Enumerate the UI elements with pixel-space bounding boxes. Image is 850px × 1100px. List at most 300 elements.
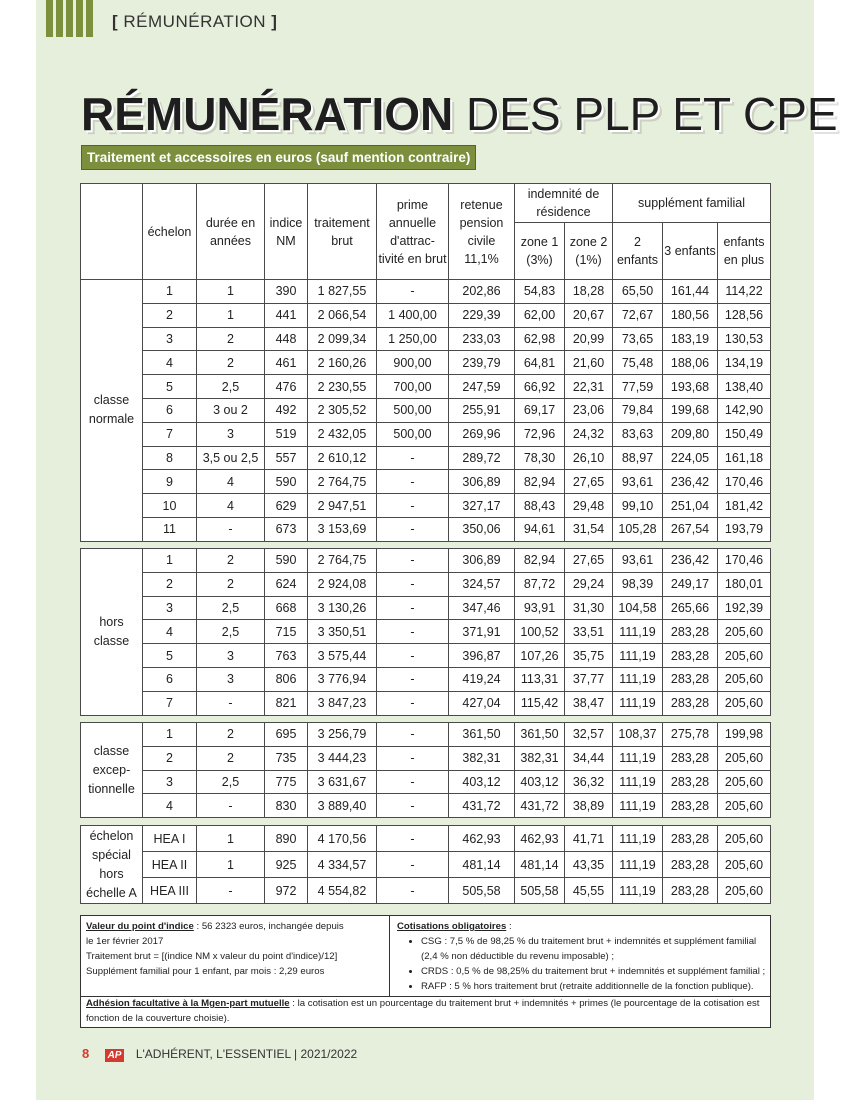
table-row (81, 351, 771, 375)
cell-traitement: 3 350,51 (308, 620, 377, 644)
cell-enf2: 111,19 (613, 770, 663, 794)
cell-enf3: 283,28 (663, 770, 718, 794)
cell-zone2: 27,65 (565, 549, 613, 573)
cell-enf2: 111,19 (613, 794, 663, 818)
cell-retenue: 427,04 (449, 691, 515, 715)
cell-echelon: 1 (143, 280, 197, 304)
cell-duree: 2 (197, 327, 265, 351)
cell-echelon: 4 (143, 351, 197, 375)
cell-traitement: 2 764,75 (308, 549, 377, 573)
cell-zone1: 82,94 (515, 470, 565, 494)
cell-duree: 2 (197, 549, 265, 573)
table-row (81, 770, 771, 794)
cell-duree: 2 (197, 351, 265, 375)
cell-enf2: 105,28 (613, 517, 663, 541)
cell-duree: 2 (197, 572, 265, 596)
cell-echelon: HEA I (143, 826, 197, 852)
cell-enf3: 209,80 (663, 422, 718, 446)
cell-echelon: 9 (143, 470, 197, 494)
cell-enf2: 83,63 (613, 422, 663, 446)
table-row (81, 446, 771, 470)
cell-traitement: 2 924,08 (308, 572, 377, 596)
cell-indice: 925 (265, 852, 308, 878)
cell-prime: - (377, 446, 449, 470)
cell-zone1: 113,31 (515, 667, 565, 691)
cell-echelon: 1 (143, 723, 197, 747)
cell-enf3: 283,28 (663, 826, 718, 852)
table-row (81, 620, 771, 644)
cell-duree: 3 (197, 422, 265, 446)
cell-echelon: 6 (143, 398, 197, 422)
cell-duree: 3,5 ou 2,5 (197, 446, 265, 470)
col-header-echelon: échelon (143, 184, 197, 280)
cell-indice: 461 (265, 351, 308, 375)
cell-zone2: 26,10 (565, 446, 613, 470)
table-row (81, 327, 771, 351)
cell-indice: 492 (265, 398, 308, 422)
cell-enfplus: 205,60 (718, 826, 771, 852)
cell-traitement: 2 066,54 (308, 303, 377, 327)
cell-indice: 624 (265, 572, 308, 596)
cell-traitement: 3 256,79 (308, 723, 377, 747)
table-row (81, 852, 771, 878)
cell-indice: 695 (265, 723, 308, 747)
cell-retenue: 327,17 (449, 494, 515, 518)
cell-indice: 668 (265, 596, 308, 620)
cell-enf3: 251,04 (663, 494, 718, 518)
cell-enfplus: 170,46 (718, 549, 771, 573)
cell-zone1: 505,58 (515, 878, 565, 904)
cell-zone2: 20,99 (565, 327, 613, 351)
cell-retenue: 462,93 (449, 826, 515, 852)
cell-zone2: 29,24 (565, 572, 613, 596)
cotisations-title: Cotisations obligatoires (397, 921, 507, 932)
cell-traitement: 3 575,44 (308, 644, 377, 668)
cell-prime: - (377, 470, 449, 494)
cell-prime: 1 400,00 (377, 303, 449, 327)
csg-item: • CSG : 7,5 % de 98,25 % du traitement brut + indemnités et supplément familial (2,4 % non déductible du revenu imposable) ; (421, 934, 767, 964)
cell-zone2: 43,35 (565, 852, 613, 878)
cell-enf2: 75,48 (613, 351, 663, 375)
footer-text: L'ADHÉRENT, L'ESSENTIEL | 2021/2022 (135, 1047, 358, 1061)
cell-enf2: 111,19 (613, 620, 663, 644)
notes-box (80, 915, 771, 1028)
table-row (81, 644, 771, 668)
table-row (81, 517, 771, 541)
cell-echelon: 4 (143, 620, 197, 644)
cell-indice: 715 (265, 620, 308, 644)
cell-prime: - (377, 826, 449, 852)
point-date: le 1er février 2017 (86, 936, 164, 947)
cell-indice: 557 (265, 446, 308, 470)
cell-enfplus: 199,98 (718, 723, 771, 747)
cell-indice: 821 (265, 691, 308, 715)
cell-prime: - (377, 723, 449, 747)
cell-enf3: 267,54 (663, 517, 718, 541)
cell-echelon: 5 (143, 375, 197, 399)
cell-traitement: 4 554,82 (308, 878, 377, 904)
cell-indice: 441 (265, 303, 308, 327)
cell-traitement: 3 847,23 (308, 691, 377, 715)
cell-indice: 806 (265, 667, 308, 691)
cell-enf3: 283,28 (663, 852, 718, 878)
cell-echelon: 6 (143, 667, 197, 691)
cell-zone1: 62,00 (515, 303, 565, 327)
point-title: Valeur du point d'indice (86, 921, 194, 932)
cell-indice: 629 (265, 494, 308, 518)
point-text: : 56 2323 euros, inchangée depuis (193, 921, 344, 932)
cell-echelon: 1 (143, 549, 197, 573)
header-bars (46, 0, 93, 37)
cell-retenue: 403,12 (449, 770, 515, 794)
cell-prime: - (377, 852, 449, 878)
cell-retenue: 371,91 (449, 620, 515, 644)
cell-prime: - (377, 620, 449, 644)
table-row (81, 280, 771, 304)
cell-indice: 448 (265, 327, 308, 351)
cell-traitement: 3 153,69 (308, 517, 377, 541)
cell-enfplus: 205,60 (718, 620, 771, 644)
cell-indice: 590 (265, 549, 308, 573)
cell-retenue: 361,50 (449, 723, 515, 747)
cell-echelon: 2 (143, 303, 197, 327)
cell-enfplus: 181,42 (718, 494, 771, 518)
cell-zone1: 88,43 (515, 494, 565, 518)
table-row (81, 878, 771, 904)
cell-echelon: 7 (143, 422, 197, 446)
cell-prime: - (377, 517, 449, 541)
cell-indice: 519 (265, 422, 308, 446)
cell-enfplus: 114,22 (718, 280, 771, 304)
cell-enf2: 72,67 (613, 303, 663, 327)
salary-table-hors-classe (80, 548, 771, 716)
table-row (81, 494, 771, 518)
cell-enf3: 283,28 (663, 878, 718, 904)
cell-echelon: 11 (143, 517, 197, 541)
cell-retenue: 419,24 (449, 667, 515, 691)
cell-indice: 830 (265, 794, 308, 818)
cell-duree: 1 (197, 826, 265, 852)
cell-zone2: 38,47 (565, 691, 613, 715)
cell-enf3: 249,17 (663, 572, 718, 596)
cell-retenue: 306,89 (449, 549, 515, 573)
table-row (81, 794, 771, 818)
cell-zone1: 54,83 (515, 280, 565, 304)
cell-traitement: 3 776,94 (308, 667, 377, 691)
cell-traitement: 3 889,40 (308, 794, 377, 818)
table-row (81, 667, 771, 691)
cell-traitement: 3 444,23 (308, 746, 377, 770)
cell-zone2: 31,30 (565, 596, 613, 620)
cell-zone2: 41,71 (565, 826, 613, 852)
cell-zone2: 22,31 (565, 375, 613, 399)
cell-zone1: 82,94 (515, 549, 565, 573)
cell-prime: - (377, 549, 449, 573)
cell-traitement: 3 631,67 (308, 770, 377, 794)
cell-traitement: 2 764,75 (308, 470, 377, 494)
cell-zone1: 66,92 (515, 375, 565, 399)
cell-retenue: 396,87 (449, 644, 515, 668)
cell-duree: 4 (197, 494, 265, 518)
cell-indice: 890 (265, 826, 308, 852)
cell-enfplus: 150,49 (718, 422, 771, 446)
cell-prime: 900,00 (377, 351, 449, 375)
cell-enf3: 275,78 (663, 723, 718, 747)
cell-zone1: 72,96 (515, 422, 565, 446)
cell-enfplus: 205,60 (718, 770, 771, 794)
footer (82, 1046, 357, 1062)
cell-retenue: 255,91 (449, 398, 515, 422)
cell-enf2: 111,19 (613, 878, 663, 904)
notes-left (86, 919, 386, 979)
cell-duree: 2,5 (197, 770, 265, 794)
cell-enfplus: 134,19 (718, 351, 771, 375)
cell-zone2: 21,60 (565, 351, 613, 375)
col-header-traitement: traitement brut (308, 184, 377, 280)
cell-zone2: 23,06 (565, 398, 613, 422)
cell-prime: 1 250,00 (377, 327, 449, 351)
cell-enf2: 111,19 (613, 644, 663, 668)
cell-enf3: 188,06 (663, 351, 718, 375)
cell-enf2: 111,19 (613, 667, 663, 691)
table-row (81, 398, 771, 422)
cell-traitement: 4 334,57 (308, 852, 377, 878)
col-header-indice: indice NM (265, 184, 308, 280)
cell-traitement: 1 827,55 (308, 280, 377, 304)
cell-enf3: 283,28 (663, 644, 718, 668)
cell-enf2: 73,65 (613, 327, 663, 351)
cell-duree: - (197, 794, 265, 818)
cell-prime: 500,00 (377, 422, 449, 446)
cell-zone2: 18,28 (565, 280, 613, 304)
cell-zone1: 87,72 (515, 572, 565, 596)
cell-indice: 673 (265, 517, 308, 541)
cell-enf2: 93,61 (613, 470, 663, 494)
cell-duree: - (197, 878, 265, 904)
cell-enfplus: 138,40 (718, 375, 771, 399)
table-row (81, 723, 771, 747)
salary-table-classe-normale (80, 183, 771, 542)
cell-zone2: 29,48 (565, 494, 613, 518)
cell-prime: - (377, 572, 449, 596)
cotisations-list (397, 934, 767, 994)
cell-zone1: 69,17 (515, 398, 565, 422)
cell-zone1: 382,31 (515, 746, 565, 770)
table-row (81, 375, 771, 399)
cell-enfplus: 142,90 (718, 398, 771, 422)
cell-zone2: 34,44 (565, 746, 613, 770)
cell-traitement: 2 610,12 (308, 446, 377, 470)
cell-enf3: 161,44 (663, 280, 718, 304)
cell-echelon: 5 (143, 644, 197, 668)
cell-zone1: 403,12 (515, 770, 565, 794)
table-subtitle: Traitement et accessoires en euros (sauf mention contraire) (81, 145, 476, 170)
col-header-indemnite: indemnité de résidence (515, 184, 613, 223)
cell-echelon: 7 (143, 691, 197, 715)
group-label: classe excep- tionnelle (81, 723, 143, 818)
cell-enf2: 79,84 (613, 398, 663, 422)
table-row (81, 422, 771, 446)
cell-retenue: 505,58 (449, 878, 515, 904)
cell-duree: 3 (197, 667, 265, 691)
cell-zone1: 115,42 (515, 691, 565, 715)
notes-bottom (86, 996, 766, 1026)
table-row (81, 691, 771, 715)
cell-zone2: 45,55 (565, 878, 613, 904)
cell-enfplus: 130,53 (718, 327, 771, 351)
cell-enf2: 98,39 (613, 572, 663, 596)
traitement-formula: Traitement brut = [(indice NM x valeur du point d'indice)/12] (86, 951, 338, 962)
cell-duree: - (197, 517, 265, 541)
cell-enf2: 111,19 (613, 746, 663, 770)
cell-zone2: 27,65 (565, 470, 613, 494)
col-header-2-enfants: 2 enfants (613, 223, 663, 280)
cell-indice: 390 (265, 280, 308, 304)
cell-zone1: 93,91 (515, 596, 565, 620)
col-header-prime: prime annuelle d'attrac- tivité en brut (377, 184, 449, 280)
cell-retenue: 347,46 (449, 596, 515, 620)
cell-retenue: 431,72 (449, 794, 515, 818)
cell-retenue: 233,03 (449, 327, 515, 351)
cell-retenue: 306,89 (449, 470, 515, 494)
cell-duree: 2,5 (197, 596, 265, 620)
rafp-item: • RAFP : 5 % hors traitement brut (retraite additionnelle de la fonction publique). (421, 979, 767, 994)
cell-enf2: 111,19 (613, 852, 663, 878)
cell-traitement: 2 305,52 (308, 398, 377, 422)
section-tag: [ RÉMUNÉRATION ] (112, 12, 278, 31)
cell-prime: - (377, 280, 449, 304)
cell-indice: 590 (265, 470, 308, 494)
cell-enfplus: 205,60 (718, 746, 771, 770)
cell-zone1: 100,52 (515, 620, 565, 644)
cell-enf3: 283,28 (663, 691, 718, 715)
cell-echelon: HEA II (143, 852, 197, 878)
table-row (81, 826, 771, 852)
cell-traitement: 2 432,05 (308, 422, 377, 446)
col-header-3-enfants: 3 enfants (663, 223, 718, 280)
cell-zone1: 107,26 (515, 644, 565, 668)
cell-prime: - (377, 667, 449, 691)
cell-prime: - (377, 878, 449, 904)
cell-enfplus: 192,39 (718, 596, 771, 620)
cell-indice: 735 (265, 746, 308, 770)
cell-enf3: 283,28 (663, 794, 718, 818)
cell-zone2: 38,89 (565, 794, 613, 818)
cell-zone2: 20,67 (565, 303, 613, 327)
col-header-duree: durée en années (197, 184, 265, 280)
cell-echelon: 3 (143, 327, 197, 351)
cell-echelon: 2 (143, 746, 197, 770)
cell-retenue: 350,06 (449, 517, 515, 541)
cell-traitement: 4 170,56 (308, 826, 377, 852)
col-header-blank (81, 184, 143, 280)
cell-enf2: 99,10 (613, 494, 663, 518)
cell-traitement: 2 099,34 (308, 327, 377, 351)
cell-enf3: 283,28 (663, 746, 718, 770)
cell-echelon: 10 (143, 494, 197, 518)
cell-retenue: 382,31 (449, 746, 515, 770)
cell-enfplus: 128,56 (718, 303, 771, 327)
cell-zone1: 431,72 (515, 794, 565, 818)
cell-zone2: 37,77 (565, 667, 613, 691)
cell-zone2: 24,32 (565, 422, 613, 446)
table-row (81, 303, 771, 327)
cell-prime: - (377, 644, 449, 668)
cell-traitement: 2 160,26 (308, 351, 377, 375)
cell-duree: 2,5 (197, 620, 265, 644)
cell-zone2: 31,54 (565, 517, 613, 541)
cell-indice: 476 (265, 375, 308, 399)
page-title (81, 86, 838, 142)
notes-right (397, 919, 767, 994)
cell-enfplus: 205,60 (718, 667, 771, 691)
table-row (81, 746, 771, 770)
group-label: échelon spécial hors échelle A (81, 826, 143, 904)
col-header-enfants-plus: enfants en plus (718, 223, 771, 280)
cell-zone1: 78,30 (515, 446, 565, 470)
cell-indice: 775 (265, 770, 308, 794)
cell-zone1: 462,93 (515, 826, 565, 852)
cell-enfplus: 205,60 (718, 852, 771, 878)
cell-enf3: 283,28 (663, 667, 718, 691)
cell-enf2: 88,97 (613, 446, 663, 470)
cell-enfplus: 205,60 (718, 644, 771, 668)
cell-retenue: 289,72 (449, 446, 515, 470)
cell-traitement: 3 130,26 (308, 596, 377, 620)
notes-divider (389, 916, 390, 996)
adhesion-text: : la cotisation est un pourcentage du traitement brut + indemnités + primes (le pourcentage de la cotisation est fonction de la couverture choisie). (86, 998, 760, 1024)
table-row (81, 572, 771, 596)
cell-zone1: 361,50 (515, 723, 565, 747)
cell-enf3: 183,19 (663, 327, 718, 351)
cell-enf3: 180,56 (663, 303, 718, 327)
cell-echelon: 3 (143, 596, 197, 620)
cell-enf2: 77,59 (613, 375, 663, 399)
section-label: RÉMUNÉRATION (123, 12, 267, 31)
cell-retenue: 269,96 (449, 422, 515, 446)
adhesion-title: Adhésion facultative à la Mgen-part mutuelle (86, 998, 290, 1009)
cell-duree: 2 (197, 746, 265, 770)
col-header-retenue: retenue pension civile 11,1% (449, 184, 515, 280)
cell-prime: - (377, 691, 449, 715)
cell-duree: 2,5 (197, 375, 265, 399)
cell-prime: - (377, 746, 449, 770)
table-row (81, 549, 771, 573)
cell-enf2: 104,58 (613, 596, 663, 620)
publication-logo: AP (105, 1049, 125, 1062)
cell-duree: 1 (197, 303, 265, 327)
salary-table-echelon-special (80, 825, 771, 904)
cell-enf3: 224,05 (663, 446, 718, 470)
table-row (81, 470, 771, 494)
cell-prime: - (377, 494, 449, 518)
cell-zone2: 32,57 (565, 723, 613, 747)
cell-enf3: 236,42 (663, 549, 718, 573)
cell-enf3: 283,28 (663, 620, 718, 644)
cell-zone1: 481,14 (515, 852, 565, 878)
cell-enf2: 111,19 (613, 826, 663, 852)
cell-prime: 500,00 (377, 398, 449, 422)
table-row (81, 596, 771, 620)
cell-duree: - (197, 691, 265, 715)
cell-enf2: 111,19 (613, 691, 663, 715)
cell-duree: 2 (197, 723, 265, 747)
cell-enfplus: 170,46 (718, 470, 771, 494)
cell-duree: 1 (197, 852, 265, 878)
cell-indice: 972 (265, 878, 308, 904)
cell-echelon: 2 (143, 572, 197, 596)
title-rest: DES PLP ET CPE (453, 88, 838, 140)
